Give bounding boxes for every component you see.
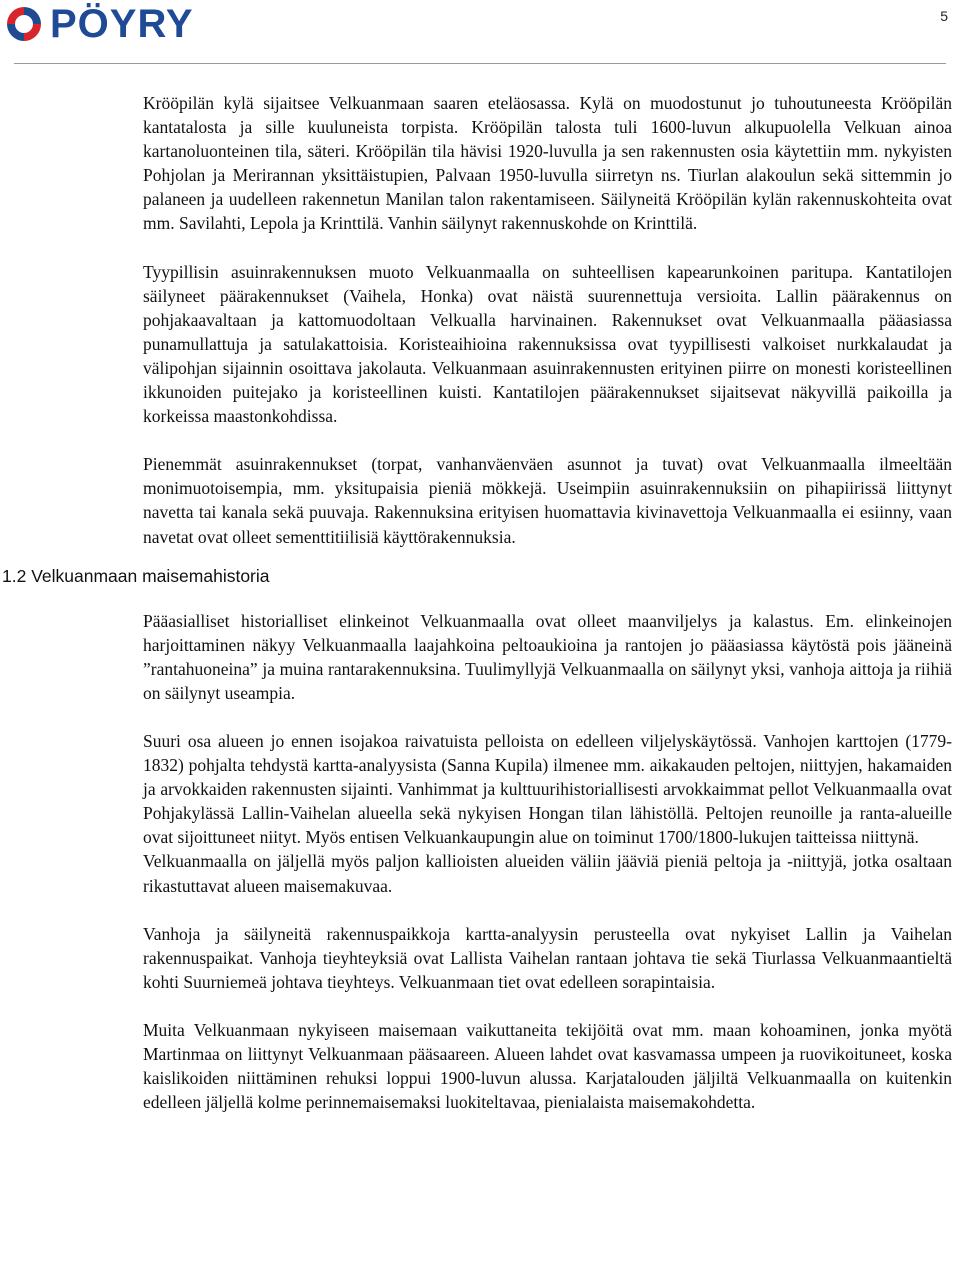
document-body [0, 91, 960, 1114]
body-paragraph: Muita Velkuanmaan nykyiseen maisemaan vaikuttaneita tekijöitä ovat mm. maan kohoaminen, jonka myötä Martinmaa on liittynyt Velkuanmaan pääsaareen. Alueen lahdet ovat kasvamassa umpeen ja ruovikoituneet, koska kaislikoiden niittäminen rehuksi loppui 1900-luvun alussa. Karjatalouden jäljiltä Velkuanmaalla on kuitenkin edelleen jäljellä kolme perinnemaisemaksi luokiteltavaa, pienialaista maisemakohdetta. [143, 1019, 952, 1113]
body-paragraph: Suuri osa alueen jo ennen isojakoa raivatuista pelloista on edelleen viljelyskäytössä. Vanhojen karttojen (1779-1832) pohjalta tehdystä kartta-analyysista (Sanna Kupila) ilmenee mm. aikakauden peltojen, niittyjen, hakamaiden ja arvokkaiden rakennusten sijainti. Vanhimmat ja kulttuurihistoriallisesti arvokkaimmat pellot Velkuanmaalla ovat Pohjakylässä Lallin-Vaihelan alueella sekä nykyisen Hongan tilan lähistöllä. Peltojen reunoille ja ranta-alueille ovat sijoittuneet niityt. Myös entisen Velkuankaupungin alue on toiminut 1700/1800-lukujen taitteissa niittynä. [143, 730, 952, 848]
logo-wordmark: PÖYRY [50, 2, 194, 46]
poyry-logo-icon [4, 4, 44, 44]
body-paragraph: Vanhoja ja säilyneitä rakennuspaikkoja kartta-analyysin perusteella ovat nykyiset Lallin ja Vaihelan rakennuspaikat. Vanhoja tieyhteyksiä ovat Lallista Vaihelan rantaan johtava tie sekä Tiurlassa Velkuanmaantieltä kohti Suurniemeä johtava tieyhteys. Velkuanmaan tiet ovat edelleen sorapintaisia. [143, 923, 952, 992]
page-header [0, 0, 960, 70]
body-paragraph: Krööpilän kylä sijaitsee Velkuanmaan saaren eteläosassa. Kylä on muodostunut jo tuhoutuneesta Krööpilän kantatalosta ja sille kuuluneista torpista. Krööpilän talosta tuli 1600-luvun alkupuolella Velkuan ainoa kartanoluonteinen tila, säteri. Krööpilän tila hävisi 1920-luvulla ja sen rakennusten osia käytettiin mm. nykyisten Pohjolan ja Merirannan yksittäistupien, Palvaan 1950-luvulla siirretyn ns. Tiurlan alakoulun sekä sittemmin jo palaneen ja uudelleen rakennetun Manilan talon rakentamiseen. Säilyneitä Krööpilän kylän rakennuskohteita ovat mm. Savilahti, Lepola ja Krinttilä. Vanhin säilynyt rakennuskohde on Krinttilä. [143, 93, 952, 234]
body-paragraph: Tyypillisin asuinrakennuksen muoto Velkuanmaalla on suhteellisen kapearunkoinen paritupa. Kantatilojen säilyneet päärakennukset (Vaihela, Honka) ovat näistä suurennettuja versioita. Lallin päärakennus on pohjakaavaltaan ja kattomuodoltaan Velkualla harvinainen. Rakennukset ovat Velkuanmaalla pääasiassa punamullattuja ja satulakattoisia. Koristeaihioina rakennuksissa ovat tyypillisesti valkoiset nurkkalaudat ja välipohjan sijainnin osoittava jakolauta. Velkuanmaan asuinrakennusten erityinen piirre on monesti koristeellinen ikkunoiden puitejako ja koristeellinen kuisti. Kantatilojen päärakennukset sijaitsevat näkyvillä paikoilla ja korkeissa maastonkohdissa. [143, 261, 952, 427]
body-paragraph: Velkuanmaalla on jäljellä myös paljon kallioisten alueiden väliin jääviä pieniä peltoja ja -niittyjä, jotka osaltaan rikastuttavat alueen maisemakuvaa. [143, 851, 952, 896]
header-divider [14, 63, 946, 64]
body-paragraph: Pienemmät asuinrakennukset (torpat, vanhanväenväen asunnot ja tuvat) ovat Velkuanmaalla ilmeeltään monimuotoisempia, mm. yksitupaisia pieniä mökkejä. Useimpiin asuinrakennuksiin on pihapiirissä liittynyt navetta tai kanala sekä puuvaja. Rakennuksina erityisen huomattavia kivinavettoja Velkuanmaalla ei esiinny, vaan navetat ovat olleet sementtitiilisiä käyttörakennuksia. [143, 454, 952, 547]
page-number: 5 [940, 8, 948, 24]
company-logo [4, 4, 194, 44]
body-paragraph: Pääasialliset historialliset elinkeinot Velkuanmaalla ovat olleet maanviljelys ja kalastus. Em. elinkeinojen harjoittaminen näkyy Velkuanmaalla laajahkoina peltoaukioina ja rantojen jo pääasiassa käytöstä pois jääneinä ”rantahuoneina” ja muina rantarakennuksina. Tuulimyllyjä Velkuanmaalla on säilynyt yksi, vanhoja aittoja ja riihiä on säilynyt useampia. [143, 610, 952, 703]
section-heading: 1.2 Velkuanmaan maisemahistoria [2, 565, 270, 586]
